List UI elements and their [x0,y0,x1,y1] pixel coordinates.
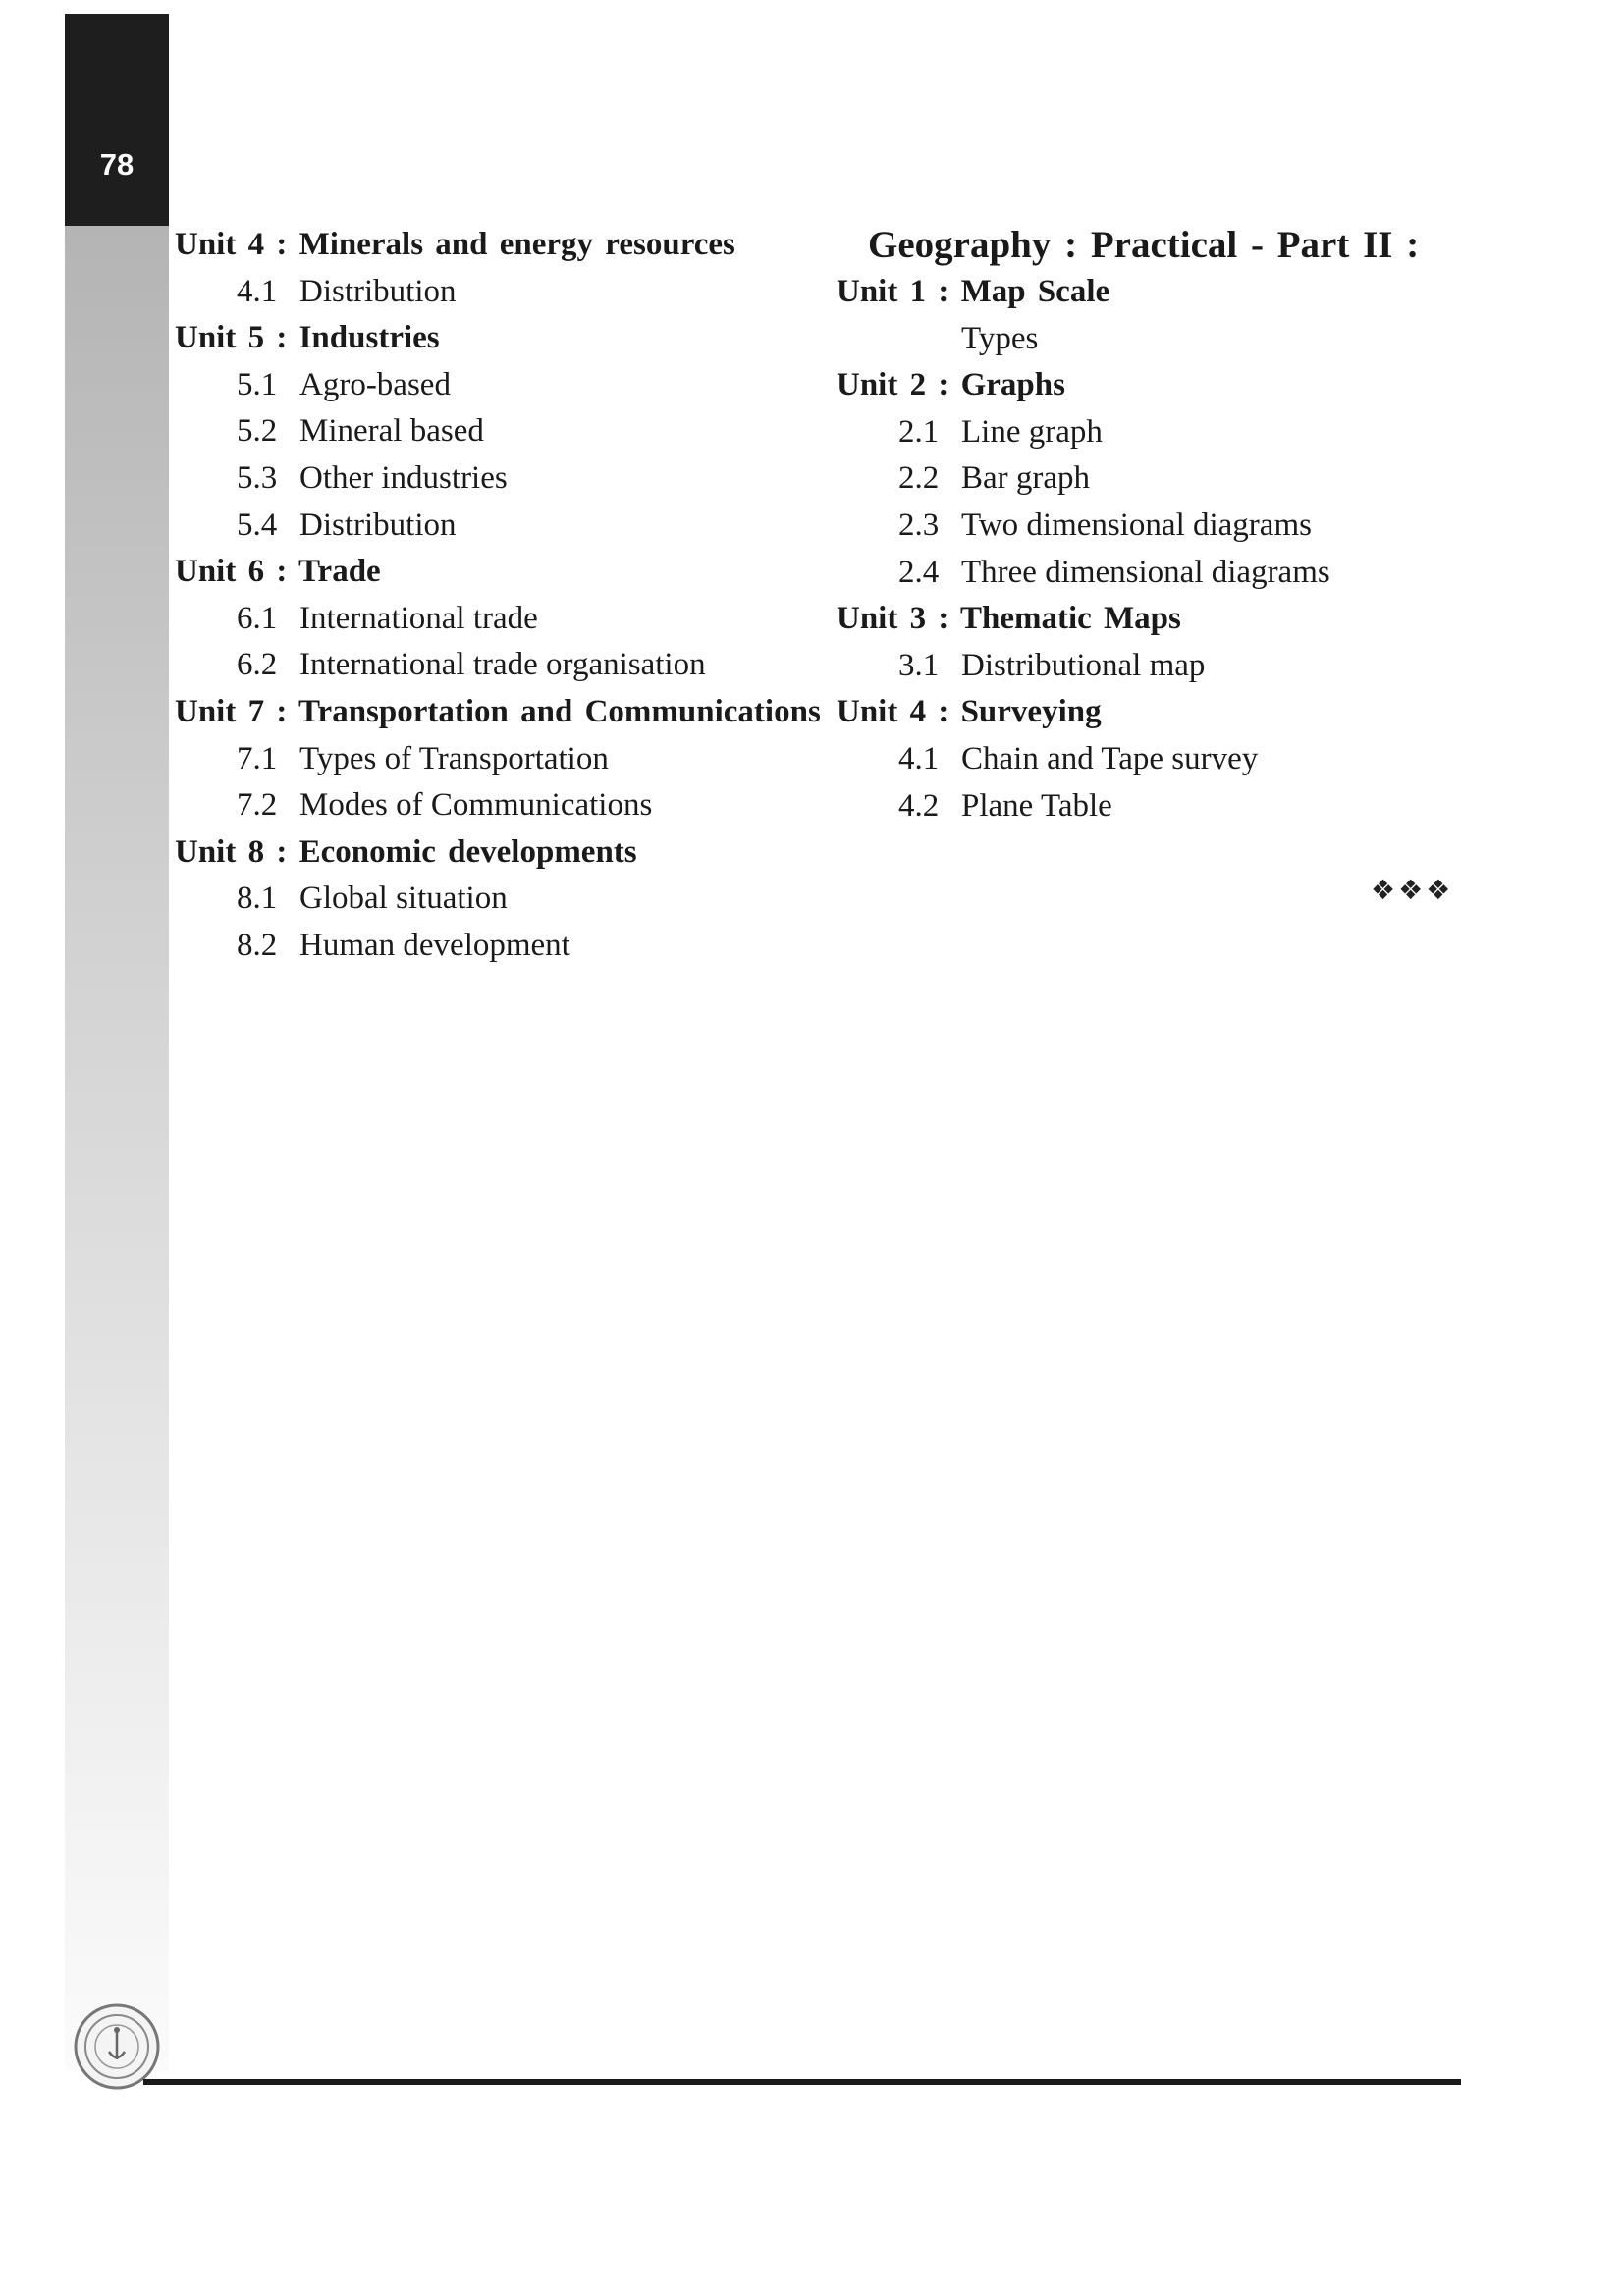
subtopic-label: Distributional map [961,647,1206,683]
subtopic-label: Human development [299,927,570,963]
subtopic-label: Chain and Tape survey [961,740,1259,776]
subtopic-number: 4.1 [237,273,278,309]
topic-item: Types [961,320,1039,356]
subtopic-item [175,269,813,316]
subtopic-item [837,643,1475,690]
subtopic-number: 8.2 [237,927,278,963]
subtopic-label: Two dimensional diagrams [961,507,1312,543]
subtopic-label: Agro-based [299,366,451,402]
syllabus-left-column [175,222,821,970]
subtopic-item [175,362,813,409]
subtopic-number: 5.1 [237,366,278,402]
subtopic-item [175,596,813,643]
subtopic-number: 2.1 [898,413,940,450]
subtopic-label: Types of Transportation [299,740,609,776]
unit-heading: Unit 6 : Trade [175,554,381,590]
subtopic-item [837,455,1475,503]
subtopic-item [175,455,813,503]
subtopic-number: 6.2 [237,647,278,683]
subtopic-label: Three dimensional diagrams [961,554,1330,590]
subtopic-item [837,783,1475,830]
unit-heading: Unit 2 : Graphs [837,367,1065,403]
subtopic-item [175,923,813,970]
subtopic-label: Other industries [299,459,508,496]
subtopic-number: 2.3 [898,507,940,543]
bottom-rule [143,2079,1461,2085]
unit-heading: Unit 4 : Surveying [837,694,1102,730]
subtopic-number: 6.1 [237,600,278,636]
subtopic-item [175,408,813,455]
unit-heading: Unit 4 : Minerals and energy resources [175,227,735,262]
subtopic-number: 5.4 [237,507,278,543]
subtopic-label: Distribution [299,507,457,543]
subtopic-label: Global situation [299,881,508,917]
unit-heading: Unit 8 : Economic developments [175,833,637,870]
subtopic-item [175,876,813,923]
unit-heading: Unit 7 : Transportation and Communications [175,693,821,729]
subtopic-number: 2.4 [898,554,940,590]
page-number-tab [65,14,169,226]
practical-part-title: Geography : Practical - Part II : [868,224,1420,266]
subtopic-label: International trade [299,600,538,636]
subtopic-item [837,503,1475,550]
page-number: 78 [99,147,135,182]
subtopic-number: 5.3 [237,459,278,496]
subtopic-item [837,736,1475,783]
subtopic-label: Distribution [299,273,457,309]
subtopic-label: Plane Table [961,787,1112,824]
syllabus-right-column [837,222,1475,829]
subtopic-item [837,409,1475,456]
subtopic-number: 4.2 [898,787,940,824]
subtopic-number: 3.1 [898,647,940,683]
subtopic-label: International trade organisation [299,647,706,683]
subtopic-number: 2.2 [898,460,940,497]
subtopic-number: 7.1 [237,740,278,776]
subtopic-label: Line graph [961,413,1103,450]
subtopic-label: Modes of Communications [299,787,653,824]
subtopic-item [175,736,813,783]
diamond-ornament-icon: ❖❖❖ [1371,874,1454,906]
page-side-strip [65,226,169,2071]
subtopic-item [175,782,813,829]
emblem-seal-icon [73,2002,161,2091]
unit-heading: Unit 3 : Thematic Maps [837,601,1181,637]
subtopic-number: 4.1 [898,740,940,776]
subtopic-number: 7.2 [237,787,278,824]
subtopic-number: 8.1 [237,881,278,917]
subtopic-label: Mineral based [299,413,484,450]
subtopic-item [837,550,1475,597]
practical-unit-list [837,269,1475,829]
subtopic-label: Bar graph [961,460,1091,497]
subtopic-item [175,642,813,689]
unit-heading: Unit 5 : Industries [175,320,440,356]
unit-heading: Unit 1 : Map Scale [837,274,1110,309]
subtopic-number: 5.2 [237,413,278,450]
subtopic-item [175,503,813,550]
